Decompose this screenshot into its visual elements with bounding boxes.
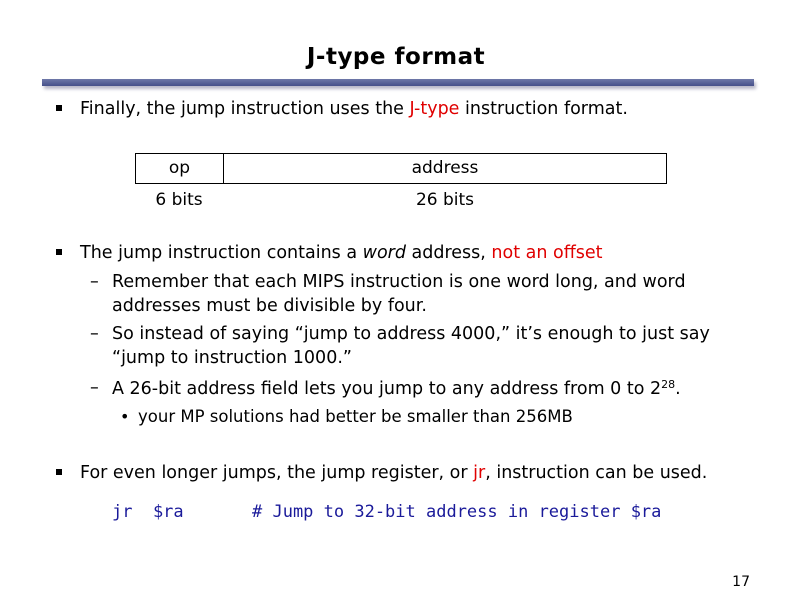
- bullet-jtype-intro: [80, 99, 628, 119]
- address-bits-label: 26 bits: [415, 190, 475, 210]
- bullet-jr: [80, 463, 707, 483]
- jtype-highlight: J-type: [409, 99, 460, 119]
- square-bullet-icon: [56, 249, 62, 255]
- page-number: 17: [732, 574, 750, 590]
- dash-bullet-icon: –: [90, 378, 99, 398]
- exponent: 28: [661, 378, 676, 391]
- bullet-text: For even longer jumps, the jump register, or: [80, 463, 474, 483]
- round-bullet-icon: •: [120, 407, 130, 426]
- code-comment: # Jump to 32-bit address in register $ra: [252, 502, 662, 522]
- dash-bullet-icon: –: [90, 272, 99, 292]
- bullet-text: address,: [405, 243, 492, 263]
- op-bits-label: 6 bits: [155, 190, 203, 210]
- bullet-text: , instruction can be used.: [485, 463, 708, 483]
- sub-bullet-line: So instead of saying “jump to address 4000,” it’s enough to just say: [112, 324, 710, 344]
- sub-bullet-line: [112, 378, 681, 399]
- op-field: op: [136, 154, 224, 183]
- jtype-format-table: [135, 153, 667, 184]
- sub-bullet-text: A 26-bit address field lets you jump to any address from 0 to 2: [112, 379, 662, 399]
- sub-bullet-text: .: [675, 379, 681, 399]
- bullet-text: instruction format.: [459, 99, 628, 119]
- not-offset-highlight: not an offset: [491, 243, 603, 263]
- code-instruction: jr $ra: [112, 502, 184, 522]
- sub-bullet-line: addresses must be divisible by four.: [112, 296, 427, 316]
- bullet-word-address: [80, 243, 603, 263]
- subsub-bullet-line: your MP solutions had better be smaller than 256MB: [138, 407, 573, 426]
- sub-bullet-line: “jump to instruction 1000.”: [112, 348, 352, 368]
- address-field: address: [411, 158, 479, 178]
- bullet-text: Finally, the jump instruction uses the: [80, 99, 410, 119]
- bullet-text: The jump instruction contains a: [80, 243, 363, 263]
- title-underline-bar: [42, 79, 754, 86]
- word-italic: word: [362, 243, 406, 263]
- slide-title: J-type format: [306, 44, 486, 70]
- dash-bullet-icon: –: [90, 324, 99, 344]
- jr-highlight: jr: [473, 463, 486, 483]
- square-bullet-icon: [56, 469, 62, 475]
- square-bullet-icon: [56, 105, 62, 111]
- sub-bullet-line: Remember that each MIPS instruction is one word long, and word: [112, 272, 686, 292]
